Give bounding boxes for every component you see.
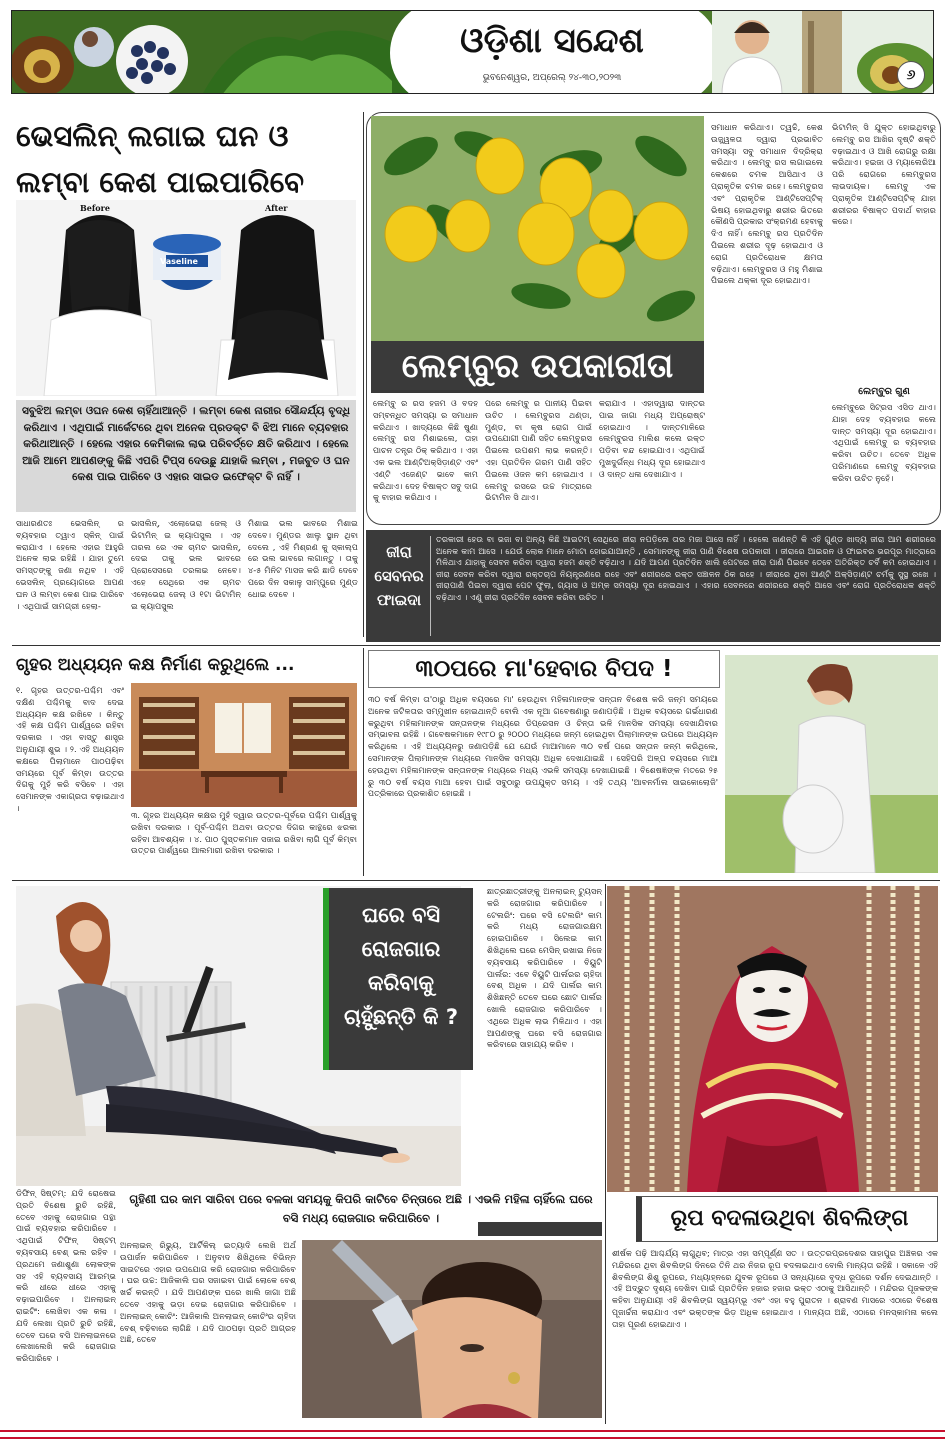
lemon-tree-photo <box>371 116 704 341</box>
footer-rule-bottom <box>0 1437 945 1439</box>
vaseline-col-3: ମିଶାଇ ଭଲ ଭାବରେ ମିଶାଇ ଦେବେ। ମୁଣ୍ଡର ଖାଲୁ ସ୍ଥାନ ଥିବା ଦେଲେ , ଏହି ମିଶ୍ରଣ କୁ ସ୍କାଲ୍ପ ରେ ଭଲ ଭାବରେ ଲଗାନ୍ତୁ । ତାକୁ ୪-୫ ମିନିଟ ମାସଜ କରି ଛାଡି ଦେବେ ପରେ ଦିନ ସକାଳୁ ସାମ୍ପୁରେ ମୁଣ୍ଡ ଧୋଇ ଦେବେ । <box>248 518 358 599</box>
masthead-dateline: ଭୁବନେଶ୍ୱର, ଅପ୍ରେଲ୍ ୨୪-୩୦,୨୦୨୩ <box>482 73 622 83</box>
after-label: After <box>265 203 288 213</box>
lemon-col-e2: ଲେମ୍ବୁରେ ସିଟ୍ରସ ଏସିଡ ଥାଏ। ଯାହା ଦେହ ବ୍ୟବହାର କଲେ ଦାନ୍ତ ସମସ୍ୟା ଦୂର ହୋଇଥାଏ। ଏଥିପାଇଁ ଲେମ୍ବୁ ର ବ୍ୟବହାର କରିବା ଉଚିତ। ତେବେ ଅଧିକ ପରିମାଣରେ ଲେମ୍ବୁ ବ୍ୟବହାର କରିବା ଉଚିତ ନୁହେଁ। <box>832 402 936 483</box>
jeera-box <box>366 530 941 642</box>
lemon-col-b: ପରେ ଲେମ୍ବୁ ର ପାନୀୟ ପିଇବା ଉଚିତ । ଲେମ୍ବୁରସ ଥଣ୍ଡା, ମୁଣ୍ଡ, ବା କୃଷ ରୋଗ ପାଇଁ ଉପଯୋଗୀ ପାଣି ସହିତ ଲେମ୍ବୁରସ ପିଇଲେ ଉପଶମ ଲାଭ କରନ୍ତି। ଏହା ପ୍ରତିଦିନ ଗରମ ପାଣି ସହିତ ପିଇଲେ ଓଜନ କମ ହୋଇଥାଏ । ଲେମ୍ବୁ ରସରେ ଉଚ୍ଚ ମାତ୍ରାରେ ଭିଟାମିନ ସି ଥାଏ। <box>485 398 592 503</box>
lemon-benefit-head: ଲେମ୍ବୁର ଗୁଣ <box>858 386 910 397</box>
page-number: ୬ <box>906 67 916 83</box>
masthead-title: ଓଡ଼ିଶା ସନ୍ଦେଶ <box>460 21 644 61</box>
lemon-col-a: ଲେମ୍ବୁ ର ରସ ହଜମ ଓ ବଦହ ସମ୍ବନ୍ଧିତ ସମସ୍ୟା ର ସମାଧାନ କରିଥାଏ । ଖାଦ୍ୟରେ କିଛି ଷୁଣା ଲେମ୍ବୁ ରସ ମିଶାଇଲେ, ତାହା ପାଚନ ତନ୍ତ୍ର ଠିକ୍ କରିଥାଏ । ଏହା ଏକ ଭଲ ଆଣ୍ଟିଅକ୍ସିଡ଼ାଣ୍ଟ ଏବଂ ଏଣ୍ଟି ଏଜେଣ୍ଟ ଭାବେ କାମ କରିଥାଏ। ଦେହ ବିଷାକ୍ତ ସବୁ ଦାଗ କୁ ବାହାର କରିଥାଏ । <box>373 398 478 503</box>
work-subhead: ଗୃହିଣୀ ଘର କାମ ସାରିବା ପରେ ବଳକା ସମୟକୁ କିପରି କାଟିବେ ଚିନ୍ତାରେ ଅଛି । ଏଭଳି ମହିଳା ଚାହିଁଲେ ଘରେ ବସି ମଧ୍ୟ ରୋଜଗାର କରିପାରିବେ । <box>129 1192 593 1225</box>
shivling-body: ଶୀର୍ଷକ ପଢ଼ି ଆଶ୍ଚର୍ଯ୍ୟ ଲାଗୁଥିବ; ମାତ୍ର ଏହା ସମ୍ପୂର୍ଣ୍ଣ ସତ । ଉତ୍ତରପ୍ରଦେଶର ସାହାପୁର ଅଞ୍ଚଳର ଏକ ମନ୍ଦିରରେ ଥିବା ଶିବଲିଙ୍ଗ ଦିନରେ ତିନି ଥର ନିଜର ରୂପ ବଦଳାଇଥାଏ ବୋଲି ମାନ୍ୟତା ରହିଛି । ସକାଳେ ଏହି ଶିବଲିଙ୍ଗ ଶିଶୁ ରୂପରେ, ମଧ୍ୟାହ୍ନରେ ଯୁବକ ରୂପରେ ଓ ସନ୍ଧ୍ୟାରେ ବୃଦ୍ଧ ରୂପରେ ଦର୍ଶନ ଦେଇଥାନ୍ତି । ଏହି ଅଦ୍ଭୁତ ଦୃଶ୍ୟ ଦେଖିବା ପାଇଁ ପ୍ରତିଦିନ ହଜାର ହଜାର ଭକ୍ତ ଏଠାକୁ ଆସିଥାନ୍ତି । ମନ୍ଦିରର ପୂଜକଙ୍କ କହିବା ଅନୁଯାୟୀ ଏହି ଶିବଲିଙ୍ଗ ସ୍ୱୟମ୍ଭୂ ଏବଂ ଏହା ବହୁ ପୁରାତନ । ଶ୍ରାବଣ ମାସରେ ଏଠାରେ ବିଶେଷ ପୂଜାର୍ଚ୍ଚନା କରାଯାଏ ଏବଂ ଭକ୍ତଙ୍କ ଭିଡ଼ ଅଧିକ ହୋଇଥାଏ । ମାନ୍ୟତା ଅଛି, ଏଠାରେ ମନସ୍କାମନା କଲେ ତାହା ପୂରଣ ହୋଇଥାଏ । <box>612 1248 938 1329</box>
jeera-label: ଜୀରା ସେବନର ଫାଇଦା <box>374 543 424 609</box>
vaseline-headline: ଭେସଲିନ୍ ଲଗାଇ ଘନ ଓ ଲମ୍ବା କେଶ ପାଇପାରିବେ <box>16 119 305 199</box>
shivling-photo <box>607 886 938 1192</box>
pregnancy-body: ୩୦ ବର୍ଷ କିମ୍ବା ତା'ଠାରୁ ଅଧିକ ବୟସରେ ମା' ହେଉଥିବା ମହିଳାମାନଙ୍କ ସନ୍ତାନ ବିଶେଷ କରି ଜନ୍ମ ସମୟରେ ଅନେକ ଜଟିଳତାର ସମ୍ମୁଖୀନ ହୋଇଥାନ୍ତି ବୋଲି ଏକ ନୂଆ ଗବେଷଣାରୁ ଜଣାପଡ଼ିଛି । ଅଧିକ ବୟସରେ ଗର୍ଭଧାରଣ କରୁଥିବା ମହିଳାମାନଙ୍କ ସନ୍ତାନଙ୍କ ମଧ୍ୟରେ ଡିପ୍ରେସନ ଓ ଚିନ୍ତା ଭଳି ମାନସିକ ସମସ୍ୟା ଦେଖାଯିବାର ସମ୍ଭାବନା ରହିଛି । ଗବେଷକମାନେ ୧୯୮୦ ରୁ ୨୦୦୦ ମଧ୍ୟରେ ଜନ୍ମ ହୋଇଥିବା ପିଲାମାନଙ୍କ ଉପରେ ଅଧ୍ୟୟନ କରିଥିଲେ । ଏହି ଅଧ୍ୟୟନରୁ ଜଣାପଡ଼ିଛି ଯେ ଯେଉଁ ମାଆମାନେ ୩୦ ବର୍ଷ ପରେ ସନ୍ତାନ ଜନ୍ମ କରିଥିଲେ, ସେମାନଙ୍କ ପିଲାମାନଙ୍କ ମଧ୍ୟରେ ମାନସିକ ସମସ୍ୟା ଅଧିକ ଦେଖାଯାଇଛି । ସେହିପରି ଅଳ୍ପ ବୟସରେ ମାଆ ହେଉଥିବା ମହିଳାମାନଙ୍କ ସନ୍ତାନଙ୍କ ମଧ୍ୟରେ ମଧ୍ୟ ଏଭଳି ସମସ୍ୟା ଦେଖାଯାଇଛି । ବିଶେଷଜ୍ଞଙ୍କ ମତରେ ୨୫ ରୁ ୩୦ ବର୍ଷ ବୟସ ମାଆ ହେବା ପାଇଁ ସବୁଠାରୁ ଉପଯୁକ୍ତ ସମୟ । ଏହି ତଥ୍ୟ 'ଆବନର୍ମାଲ ସାଇକୋଲୋଜି' ପତ୍ରିକାରେ ପ୍ରକାଶିତ ହୋଇଛି । <box>368 694 718 799</box>
shivling-headline-box <box>636 1196 938 1242</box>
lemon-col-c: କରାଯାଏ । ଏହାଦ୍ୱାରା ଦାନ୍ତର ପାଇ ଜାଗା ମଧ୍ୟ ଅପ୍ରୋଷ୍ଟ ହୋଇଥାଏ । ଦାନ୍ତମାଳିରେ ଲେମ୍ବୁରସ ମାଲିଶ କଲେ ରକ୍ତ ପଡ଼ିବା ବନ୍ଦ ହୋଇଯାଏ। ଏଥିପାଇଁ ମୁଖଦୁର୍ଗନ୍ଧ ମଧ୍ୟ ଦୂର ହୋଇଥାଏ ଓ ଦାନ୍ତ ଧଳା ଦେଖାଯାଏ । <box>599 398 705 479</box>
masthead <box>11 10 934 94</box>
pregnancy-headline: ୩୦ପରେ ମା'ହେବାର ବିପଦ ! <box>415 656 673 682</box>
lemon-col-d: ସମାଧାନ କରିଥାଏ। ତ୍ୱଚ୍ଚି, କେଶ ଉଜ୍ଜ୍ୱଳତା ଦ୍ୱାରା ପ୍ରଭାବିତ ସମସ୍ୟା ସବୁ ସମାଧାନ ଦିଦ୍ରିକ୍ରା କରିଥାଏ । ଲେମ୍ବୁ ରସ ଲଗାଇଲେ କେଶରେ ଚମକ ଆସିଥାଏ ଓ ପ୍ରାକୃତିକ ଚମକ ରହେ। ଲେମ୍ବୁରସ ଏବଂ ପ୍ରାକୃତିକ ଆଣ୍ଟିସେପ୍ଟିକ୍ ଭିଷୟ ହୋଇଥିବାରୁ ଶରୀର ଭିତରେ କୌଣସି ପ୍ରକାର ସଂକ୍ରମଣ ହେବାକୁ ଦିଏ ନାହିଁ। ଲେମ୍ବୁ ରସ ପ୍ରତିଦିନ ପିଇଲେ ଶରୀର ଦୃଢ଼ ହୋଇଥାଏ ଓ ରୋଗ ପ୍ରତିରୋଧକ କ୍ଷମତା ବଢ଼ିଥାଏ। ଲେମ୍ବୁରସ ଓ ମହୁ ମିଶାଇ ପିଇଲେ ଥକ୍କା ଦୂର ହୋଇଥାଏ। <box>711 122 823 286</box>
footer-rule-top <box>0 1430 945 1432</box>
study-col-1: ୧. ଗୃହର ଉତ୍ତର-ପଶ୍ଚିମ ଏବଂ ଦକ୍ଷିଣ ପଶ୍ଚିମକୁ ବାଦ ଦେଇ ଅଧ୍ୟୟନ କକ୍ଷ ରଖିବେ । କିନ୍ତୁ ଏହି କକ୍ଷ ପଶ୍ଚିମ ପାର୍ଶ୍ୱରେ ରହିବା ଦରକାର । ଏହା ବାସ୍ତୁ ଶାସ୍ତ୍ର ଅନୁଯାୟୀ ଶୁଭ । ୨. ଏହି ଅଧ୍ୟୟନ କକ୍ଷରେ ପିଲାମାନେ ପାଠପଢ଼ିବା ସମୟରେ ପୂର୍ବ କିମ୍ବା ଉତ୍ତର ଦିଗକୁ ମୁହଁ କରି ବସିବେ । ଏହା ସେମାନଙ୍କ ଏକାଗ୍ରତା ବଢ଼ାଇଥାଏ । <box>16 685 124 813</box>
work-col-right: ଛାତ୍ରଛାତ୍ରୀଙ୍କୁ ଅନଲାଇନ୍ ଟ୍ୟୁସନ୍ କରି ରୋଜଗାର କରିପାରିବେ । ଟେଲରିଂ: ଘରେ ବସି ଟେଲରିଂ କାମ କରି ମଧ୍ୟ ରୋଜଗାରକ୍ଷମ ହୋଇପାରିବେ । ସିଲେଇ କାମ ଶିଖିଥିଲେ ଘରେ ମେସିନ୍ ରଖାଇ ନିଜେ ବ୍ୟବସାୟ କରିପାରିବେ । ବିୟୁଟି ପାର୍ଲର: ଏବେ ବିୟୁଟି ପାର୍ଲରର ଚାହିଦା ବେଶ୍ ଅଧିକ । ଯଦି ପାର୍ଲର କାମ ଶିଖିଛନ୍ତି ତେବେ ଘରେ ଛୋଟ ପାର୍ଲର ଖୋଲି ରୋଜଗାର କରିପାରିବେ । ଏଥିରେ ଅଧିକ ଲାଭ ମିଳିଥାଏ । ଏହା ଆପଣଙ୍କୁ ଘରେ ବସି ରୋଜଗାର କରିବାରେ ସାହାଯ୍ୟ କରିବ । <box>487 886 602 1050</box>
vaseline-intro: ସବୁଝିଅ ଲମ୍ବା ଓଘନ କେଶ ଚାହିଁଥାଆନ୍ତି । ଲମ୍ବା କେଶ ନାରୀର ସୌନ୍ଦର୍ଯ୍ୟ ବୃଦ୍ଧି କରିଥାଏ । ଏଥିପାଇଁ ମାର୍କେଟରେ ଥିବା ଅନେକ ପ୍ରଡକ୍ଟ ବି ଝିଅ ମାନେ ବ୍ୟବହାର କରିଥାଆନ୍ତି । ହେଲେ ଏହାର କେମିକାଲ ଲାଭ ପରିବର୍ତ୍ତେ କ୍ଷତି କରିଥାଏ । ହେଲେ ଆଜି ଆମେ ଆପଣଙ୍କୁ କିଛି ଏପରି ଟିପ୍ସ ଦେଉଛୁ ଯାହାକି ଲମ୍ବା , ମଜବୁତ ଓ ଘନ କେଶ ପାଇ ପାରିବେ ଓ ଏହାର ସାଇଡ ଇଫେକ୍ଟ ବି ନାହିଁ । <box>22 405 351 483</box>
work-headline: ଘରେ ବସି ରୋଜଗାର କରିବାକୁ ଚାହୁଁଛନ୍ତି କି ? <box>343 903 459 1029</box>
shivling-headline: ରୂପ ବଦଳାଉଥିବା ଶିବଲିଙ୍ଗ <box>670 1206 909 1231</box>
jeera-body: ତରକାରୀ ହେଉ ବା ଭଜା ବା ଅନ୍ୟ କିଛି ଆଇଟମ୍ ସେଥିରେ ଜୀରା ନପଡ଼ିଲେ ତାର ମଜା ଆସେ ନାହିଁ । ହେଲେ ଜାଣନ୍ତି କି ଏହି ଗୁଣ୍ଡ ଖାଦ୍ୟ ଜୀରା ଆମ ଶରୀରରେ ଅନେକ କାମ ଆସେ । ଯେଉଁ ଲୋକ ମାନେ ମୋଟା ହୋଇଯାଆନ୍ତି , ସେମାନଙ୍କୁ ଜୀରା ପାଣି ବିଶେଷ ଉପକାରୀ । ଜୀରାରେ ଆଇରନ ଓ ଫାଇବର ଭରପୂର ମାତ୍ରାରେ ମିଳିଥାଏ ଯାହାକୁ ସେବନ କରିବା ଦ୍ୱାରା ହଜମ ଶକ୍ତି ବଢ଼ିଥାଏ । ଯଦି ଆପଣ ପ୍ରତିଦିନ ଖାଲି ପେଟରେ ଜୀରା ପାଣି ପିଇବେ ତେବେ ଅତିରିକ୍ତ ଚର୍ବି କମ ହୋଇଥାଏ । ଜୀରା ସେବନ କରିବା ଦ୍ୱାରା ରକ୍ତଚାପ ନିୟନ୍ତ୍ରଣରେ ରହେ ଏବଂ ଶରୀରରେ ରକ୍ତ ସଞ୍ଚାଳନ ଠିକ ରହେ । ଜୀରାରେ ଥିବା ଆଣ୍ଟି ଅକ୍ସିଡ଼ାଣ୍ଟ ଚର୍ମକୁ ସୁସ୍ଥ ରଖେ । ଜୀରାପାଣି ପିଇବା ଦ୍ୱାରା ପେଟ ଫୁଲା, ଗ୍ୟାସ ଓ ଅମ୍ଳ ସମସ୍ୟା ଦୂର ହୋଇଥାଏ । ଏହାର ସେବନରେ ଶରୀରରେ ଶକ୍ତି ଆସେ ଏବଂ ରୋଗ ପ୍ରତିରୋଧକ ଶକ୍ତି ବଢ଼ିଥାଏ । ଏଣୁ ଜୀରା ପ୍ରତିଦିନ ସେବନ କରିବା ଉଚିତ । <box>436 534 936 602</box>
work-headline-box <box>323 888 473 1070</box>
lemon-headline-banner <box>371 341 704 393</box>
work-col-a: ଡିଫିନ୍ ସିଷ୍ଟମ୍: ଯଦି ରୋଷେଇ ପ୍ରତି ବିଶେଷ ରୁଚି ରହିଛି, ତେବେ ଏହାକୁ ରୋଜଗାର ପନ୍ଥା ପାଇଁ ବ୍ୟବହାର କରିପାରିବେ । ଏଥିପାଇଁ ଟିଫିନ୍ ସିଷ୍ଟମ୍ ବ୍ୟବସାୟ ବେଶ୍ ଭଲ ରହିବ । ପ୍ରଥମେ ଜଣାଶୁଣା ଲୋକଙ୍କ ସହ ଏହି ବ୍ୟବସାୟ ଆରମ୍ଭ କରି ଧୀରେ ଧୀରେ ଏହାକୁ ବଢ଼ାଇପାରିବେ । ଅନଲାଇନ୍ ରାଇଟିଂ: ଲେଖିବା ଏକ କଳା । ଯଦି ଲେଖା ପ୍ରତି ରୁଚି ରହିଛି, ତେବେ ଘରେ ବସି ଅନଲାଇନରେ ଲେଖାଲେଖି କରି ରୋଜଗାର କରିପାରିବେ । <box>16 1188 116 1364</box>
jeera-divider <box>430 536 431 636</box>
pregnancy-headline-box <box>368 650 720 688</box>
vaseline-before-after-photo <box>16 200 356 396</box>
before-label: Before <box>80 203 110 213</box>
vaseline-col-2: ଭାସଲିନ୍, ଏଲୋଭେରା ଜେଲ୍ ଓ ଭିଟାମିନ୍ ଇ କ୍ୟାପସୁଲ । ଏହ ତାରଲ ରେ ଏକ ଚାମଚ ଭାସଲିନ୍, ଦେଇ ତାକୁ ଭଲ ଭାବରେ ପ୍ରୋସେସରେ ତରଳାଇ ନେବେ। ଏହେ ସେଥିରେ ଏକ ଚାମଚ ଏଲୋଭେରା ଜେଲ୍ ଓ ୧ଟା ଭିଟାମିନ୍ ଇ କ୍ୟାପସୁଲ <box>131 518 241 611</box>
study-room-photo <box>131 683 357 807</box>
page-number-badge <box>897 61 925 89</box>
lemon-headline: ଲେମ୍ବୁର ଉପକାରୀତା <box>401 346 674 385</box>
work-subhead-bar <box>478 1222 602 1236</box>
beauty-parlour-photo <box>302 1240 602 1418</box>
work-col-b: ଅନଲାଇନ୍ ରିଭ୍ୟୁ, ଆର୍ଟିକିଲ୍ ଇତ୍ୟାଦି ଲେଖି ଅର୍ଥ ଉପାର୍ଜନ କରିପାରିବେ । ଅନୁବାଦ ଶିଖିଥିଲେ ବିଭିନ୍ନ ସାଇଟରେ ଏହାର ଉପଯୋଗ କରି ରୋଜଗାର କରିପାରିବେ । ଘର ଉଚ୍ଚ: ଆଜିକାଲି ଘର ସଜାଇବା ପାଇଁ ଲୋକେ ବେଶ୍ ଖର୍ଚ୍ଚ କରନ୍ତି । ଯଦି ଆପଣଙ୍କ ଘରେ ଖାଲି ଜାଗା ଅଛି ତେବେ ଏହାକୁ ଭଡ଼ା ଦେଇ ରୋଜଗାର କରିପାରିବେ । ଅନଲାଇନ୍ କୋଚିଂ: ଆଜିକାଲି ଅନଲାଇନ୍ କୋଚିଂର ଚାହିଦା ବେଶ୍ ବଢ଼ିବାରେ ଲାଗିଛି । ଯଦି ପାଠପଢ଼ା ପ୍ରତି ଆଗ୍ରହ ଅଛି, ତେବେ <box>120 1240 296 1345</box>
vaseline-col-1: ସାଧାରଣତଃ ଭେସଲିନ୍ ର ବ୍ୟବହାର ତ୍ୱାଏ ସ୍କିନ୍ ପାଇଁ କରାଯାଏ । ହେଲେ ଏହାର ଆହୁରି ଅନେକ ଲାଭ ରହିଛି । ଯାହା ତୁମେ ସମସ୍ତଙ୍କୁ ଜଣା ନଥିବ । ଏହି ଭେସଲିନ୍ ପ୍ରୟୋଗରେ ଆପଣ ଘନ ଓ ଲମ୍ବା କେଶ ପାଇ ପାରିବେ । ଏଥିପାଇଁ ସାମଗ୍ରୀ ହେଲା- <box>16 518 124 611</box>
vaseline-jar-label: Vaseline <box>160 257 198 266</box>
study-headline: ଗୃହର ଅଧ୍ୟୟନ କକ୍ଷ ନିର୍ମାଣ କରୁଥିଲେ ... <box>16 655 295 675</box>
study-col-2: ୩. ଗୃହର ଅଧ୍ୟୟନ କକ୍ଷର ମୁହଁ ଦ୍ୱାର ଉତ୍ତର-ପୂର୍ବରେ ପଶ୍ଚିମ ପାର୍ଶ୍ୱକୁ ରଖିବା ଦରକାର । ପୂର୍ବ-ପଶ୍ଚିମ ଅଥବା ଉତ୍ତର ଦିଗର କାନ୍ଥରେ ଝରକା ରହିବା ଆବଶ୍ୟକ । ୪. ପାଠ ପୁସ୍ତକମାନ ସଜାଇ ରଖିବା ଲାଗି ପୂର୍ବ କିମ୍ବା ଉତ୍ତର ପାର୍ଶ୍ୱରେ ଆଲମାରୀ ରଖିବା ଦରକାର । <box>131 810 357 856</box>
pregnant-woman-photo <box>725 655 938 873</box>
lemon-col-e: ଭିଟାମିନ୍ ସି ଯୁକ୍ତ ହୋଇଥିବାରୁ ଲେମ୍ବୁ ରସ ଆଖିର ଦୃଷ୍ଟି ଶକ୍ତି ବଢ଼ାଇଥାଏ ଓ ଆଖି ରୋଗରୁ ରକ୍ଷା କରିଥାଏ। ହଇଜା ଓ ମ୍ୟାଲେରିଆ ପରି ରୋଗରେ ଲେମ୍ବୁରସ ଲାଭଦାୟକ। ଲେମ୍ବୁ ଏକ ପ୍ରାକୃତିକ ଆଣ୍ଟିସେପ୍ଟିକ୍ ଯାହା ଶରୀରର ବିଷାକ୍ତ ପଦାର୍ଥ ବାହାର କରେ। <box>832 122 936 227</box>
vaseline-intro-box <box>16 400 356 512</box>
masthead-left-photo <box>12 11 412 94</box>
